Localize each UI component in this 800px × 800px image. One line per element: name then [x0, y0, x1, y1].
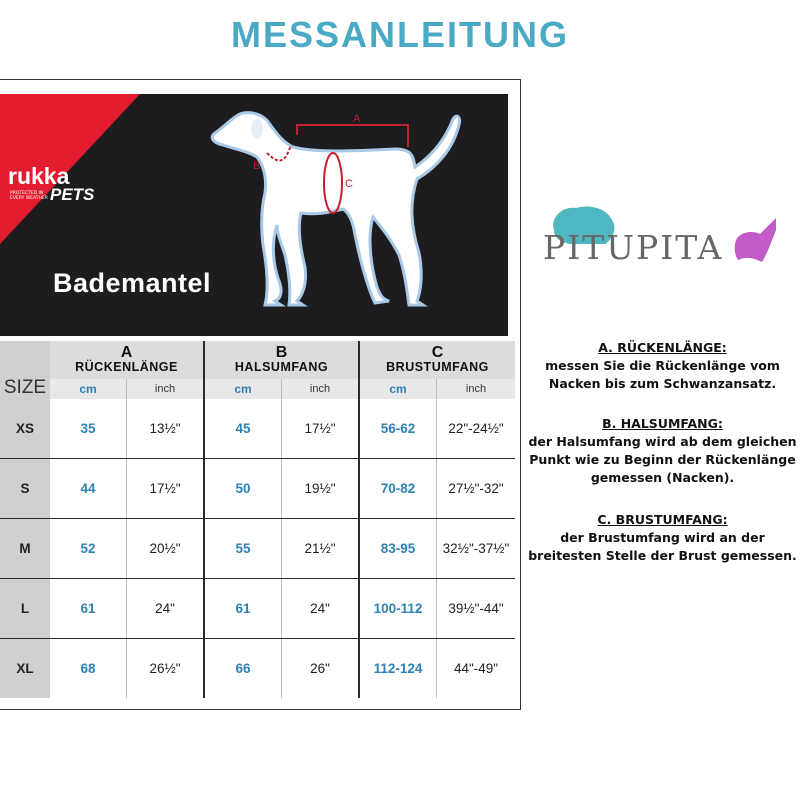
group-b-header: B HALSUMFANG: [204, 341, 359, 379]
measure-c-label: C: [345, 178, 353, 190]
b-inch-value: 24": [282, 579, 360, 639]
unit-cm: cm: [359, 379, 437, 399]
b-cm-value: 55: [204, 519, 282, 579]
size-label: XS: [0, 399, 50, 459]
product-name: Bademantel: [53, 268, 212, 298]
info-b: [525, 415, 800, 487]
a-cm-value: 44: [50, 459, 127, 519]
dog-measurement-diagram: [205, 105, 470, 320]
table-row: [0, 579, 515, 639]
size-label: L: [0, 579, 50, 639]
size-label: S: [0, 459, 50, 519]
info-b-heading: B. HALSUMFANG:: [602, 416, 723, 431]
a-cm-value: 68: [80, 661, 96, 676]
group-header-row: [0, 341, 515, 379]
unit-row: [0, 379, 515, 399]
info-c-heading: C. BRUSTUMFANG:: [597, 512, 728, 527]
c-inch-value: 44"-49": [437, 639, 516, 699]
b-inch-value: 17½": [282, 399, 360, 459]
c-inch-value: 32½"-37½": [437, 519, 516, 579]
dog-silhouette: [212, 113, 459, 305]
info-a: [525, 339, 800, 393]
group-a-header: A RÜCKENLÄNGE: [50, 341, 204, 379]
unit-inch: inch: [437, 379, 516, 399]
info-b-text: der Halsumfang wird ab dem gleichen Punkt wie zu Beginn der Rückenlänge gemessen (Nacken).: [528, 434, 797, 485]
c-cm-value: 56-62: [359, 399, 437, 459]
unit-inch: inch: [282, 379, 360, 399]
info-c: [525, 511, 800, 565]
c-cm-value: 83-95: [359, 519, 437, 579]
c-cm-value: 100-112: [359, 579, 437, 639]
size-table: [0, 341, 515, 698]
brand-tagline: PROTECTED IN EVERY WEATHER: [10, 191, 48, 201]
a-inch-value: 17½": [127, 459, 205, 519]
a-inch-value: 24": [127, 579, 205, 639]
a-cm-value: 61: [50, 579, 127, 639]
b-cm-value: 66: [204, 639, 282, 699]
brand-name: rukka: [8, 163, 70, 189]
table-row: [0, 399, 515, 459]
cat-icon: [735, 218, 776, 262]
measure-a-label: A: [353, 113, 361, 125]
a-inch-value: 13½": [127, 399, 205, 459]
measure-b-label: B: [253, 160, 261, 172]
info-a-heading: A. RÜCKENLÄNGE:: [598, 340, 727, 355]
c-inch-value: 39½"-44": [437, 579, 516, 639]
size-column-header: SIZE: [0, 341, 50, 399]
b-inch-value: 21½": [282, 519, 360, 579]
unit-inch: inch: [127, 379, 205, 399]
dog-ear: [251, 119, 263, 139]
size-label: XL: [0, 639, 50, 699]
c-inch-value: 27½"-32": [437, 459, 516, 519]
pitupita-logo-text: PITUPITA: [543, 228, 724, 267]
unit-cm: cm: [50, 379, 127, 399]
info-a-text: messen Sie die Rückenlänge vom Nacken bis zum Schwanzansatz.: [545, 358, 780, 391]
page-title: MESSANLEITUNG: [230, 14, 569, 55]
brand-pets: PETS: [50, 185, 95, 204]
table-row: [0, 459, 515, 519]
b-cm-value: 45: [204, 399, 282, 459]
group-c-header: C BRUSTUMFANG: [359, 341, 515, 379]
c-inch-value: 22"-24½": [437, 399, 516, 459]
c-cm-value: 70-82: [359, 459, 437, 519]
table-row: [0, 519, 515, 579]
b-cm-value: 50: [204, 459, 282, 519]
brand-logo: [8, 163, 95, 204]
c-cm-value: 112-124: [359, 639, 437, 699]
b-inch-value: 19½": [282, 459, 360, 519]
a-cm-value: 35: [50, 399, 127, 459]
measure-a-line: [297, 125, 408, 147]
a-inch-value: 26½": [127, 639, 205, 699]
a-inch-value: 20½": [127, 519, 205, 579]
unit-cm: cm: [204, 379, 282, 399]
b-cm-value: 61: [204, 579, 282, 639]
table-row: [0, 639, 515, 699]
a-cm-value: 52: [50, 519, 127, 579]
b-inch-value: 26": [282, 639, 360, 699]
size-label: M: [0, 519, 50, 579]
info-c-text: der Brustumfang wird an der breitesten Stelle der Brust gemessen.: [528, 530, 797, 563]
